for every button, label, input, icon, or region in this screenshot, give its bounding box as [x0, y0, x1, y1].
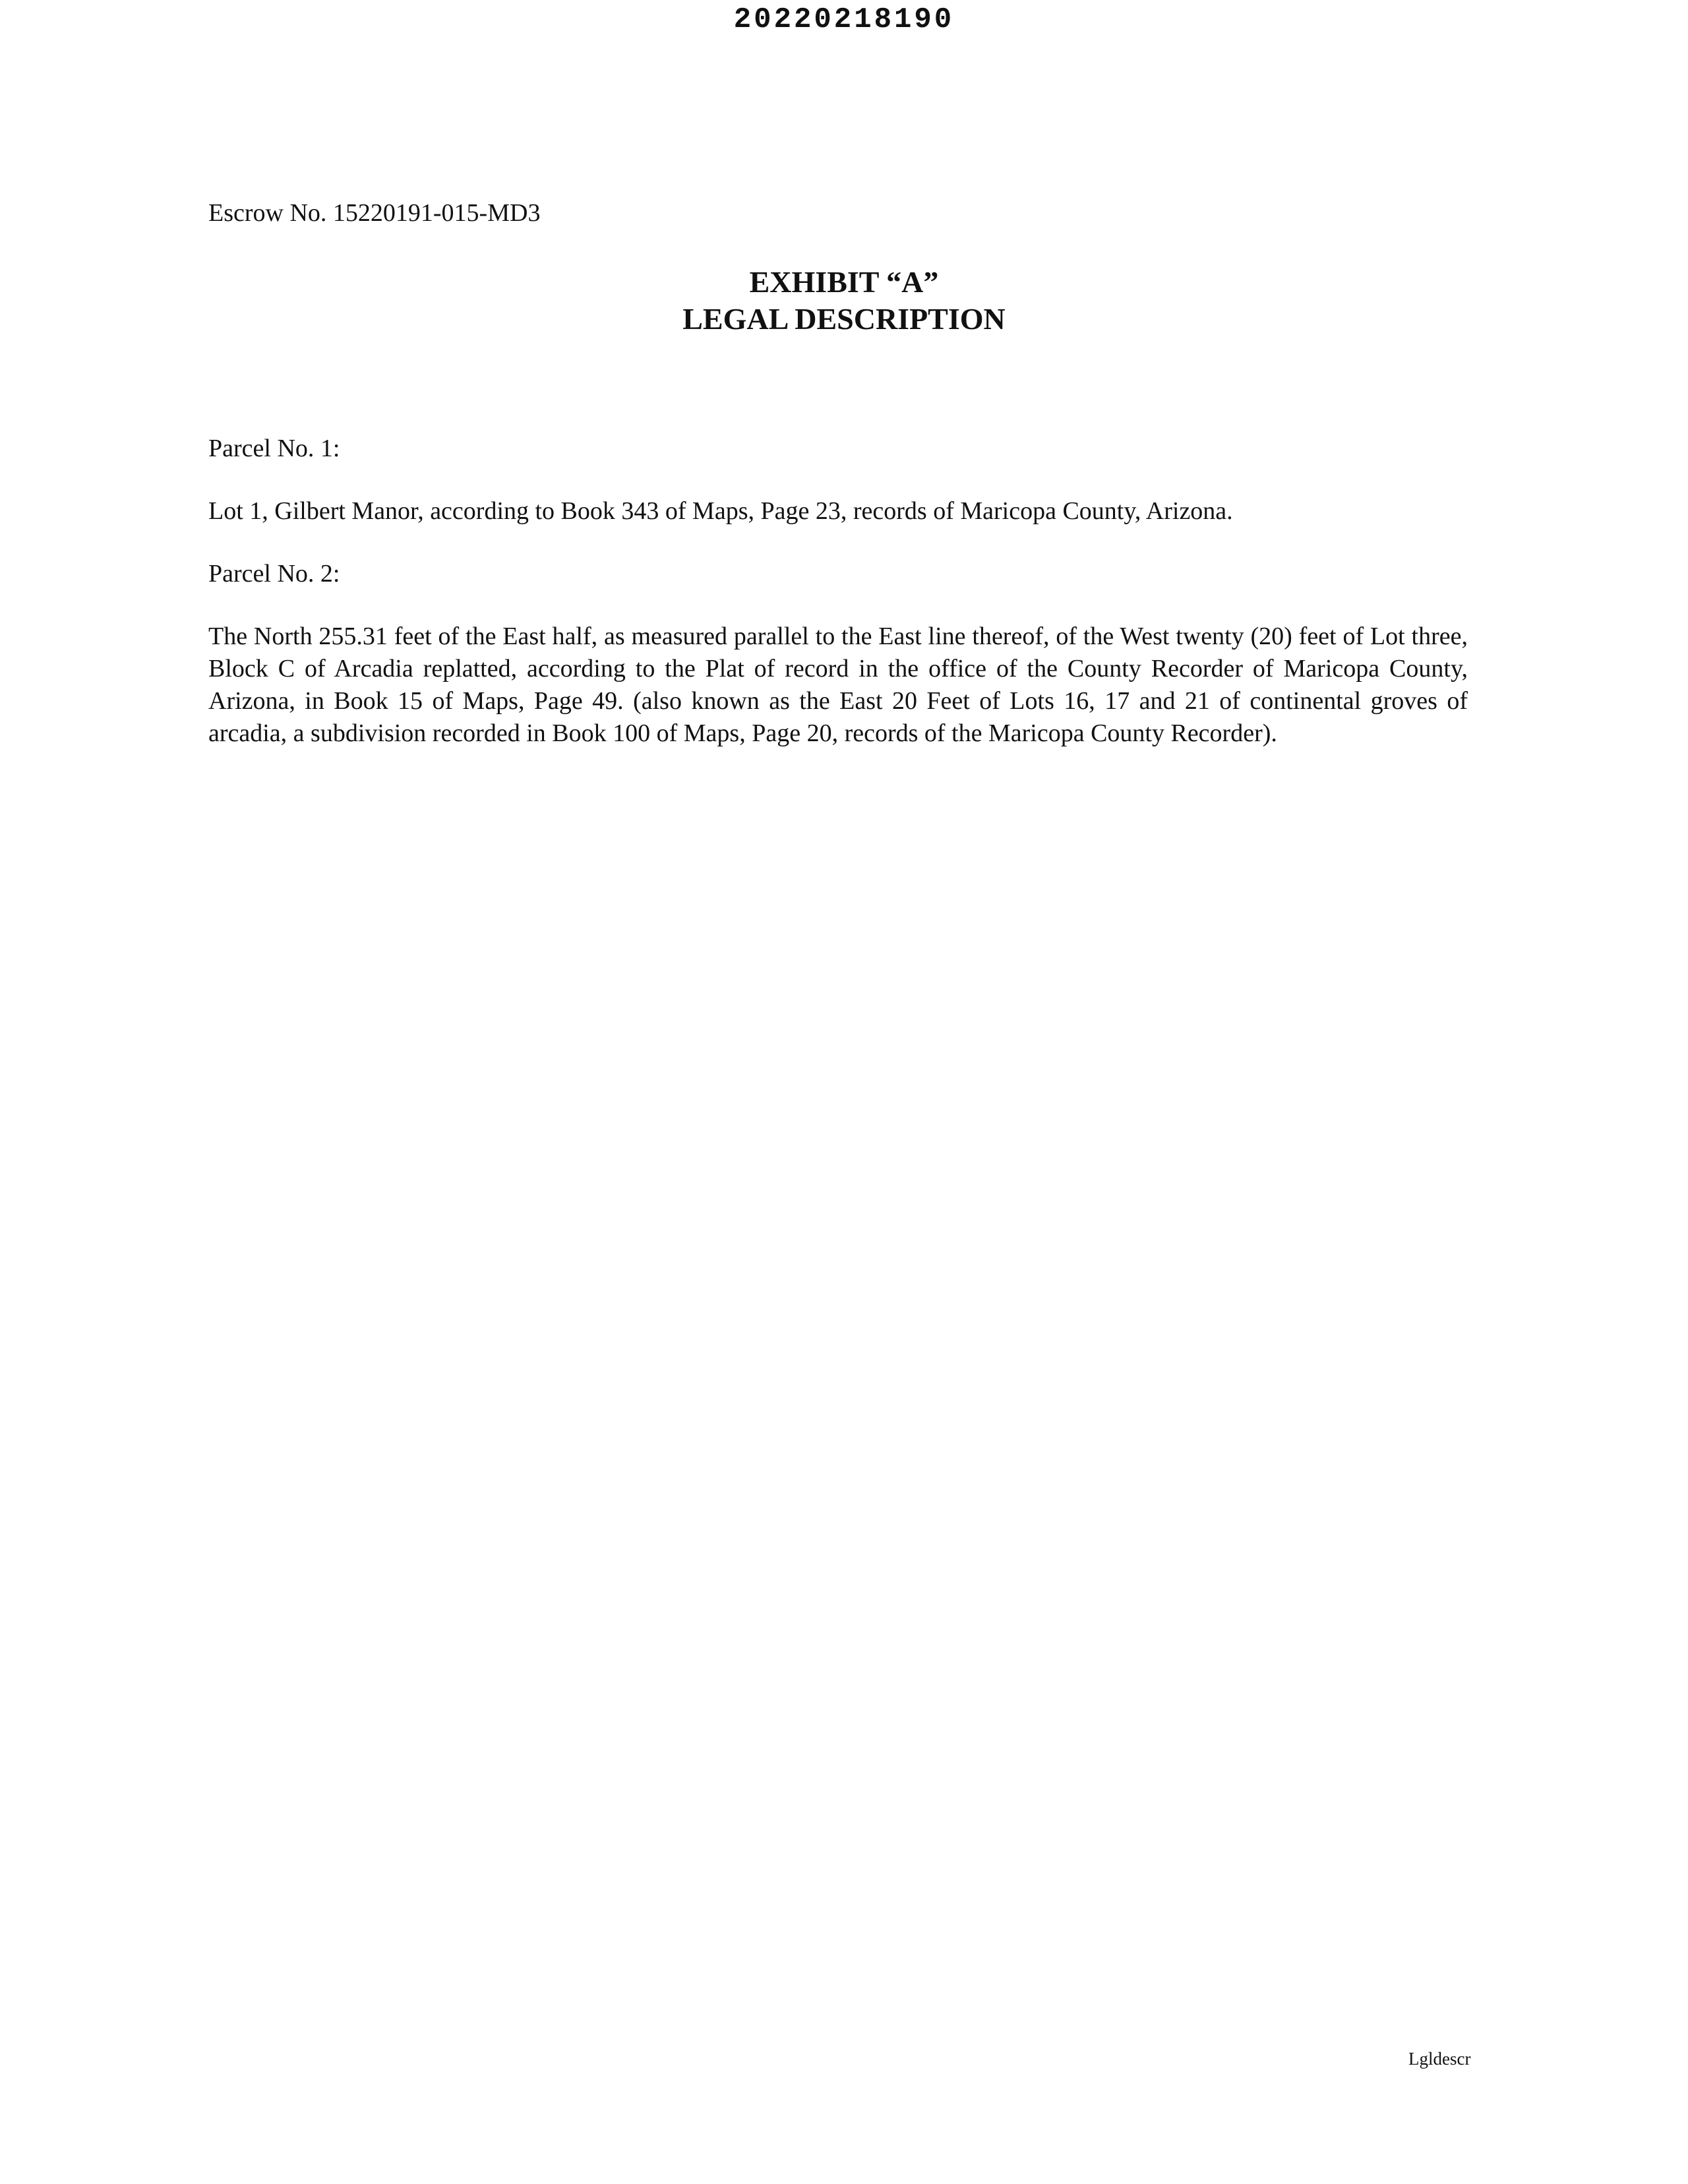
legal-description-body — [208, 433, 1468, 780]
legal-description-title: LEGAL DESCRIPTION — [682, 302, 1006, 336]
parcel-1-label: Parcel No. 1: — [208, 435, 340, 462]
parcel-2-label: Parcel No. 2: — [208, 560, 340, 588]
recording-number: 20220218190 — [733, 3, 955, 36]
parcel-2-description: The North 255.31 feet of the East half, as measured parallel to the East line thereof, of the West twenty (20) feet of Lot three, Block C of Arcadia replatted, according to the Plat of record in the office of the County Recorder of Maricopa County, Arizona, in Book 15 of Maps, Page 49. (also known as the East 20 Feet of Lots 16, 17 and 21 of continental groves of arcadia, a subdivision recorded in Book 100 of Maps, Page 20, records of the Maricopa County Recorder). — [208, 622, 1468, 747]
parcel-1-description: Lot 1, Gilbert Manor, according to Book 343 of Maps, Page 23, records of Maricopa County, Arizona. — [208, 497, 1233, 525]
exhibit-heading — [0, 264, 1688, 338]
form-code: Lgldescr — [1408, 2049, 1471, 2069]
exhibit-title: EXHIBIT “A” — [749, 265, 939, 299]
escrow-number: Escrow No. 15220191-015-MD3 — [208, 199, 541, 227]
